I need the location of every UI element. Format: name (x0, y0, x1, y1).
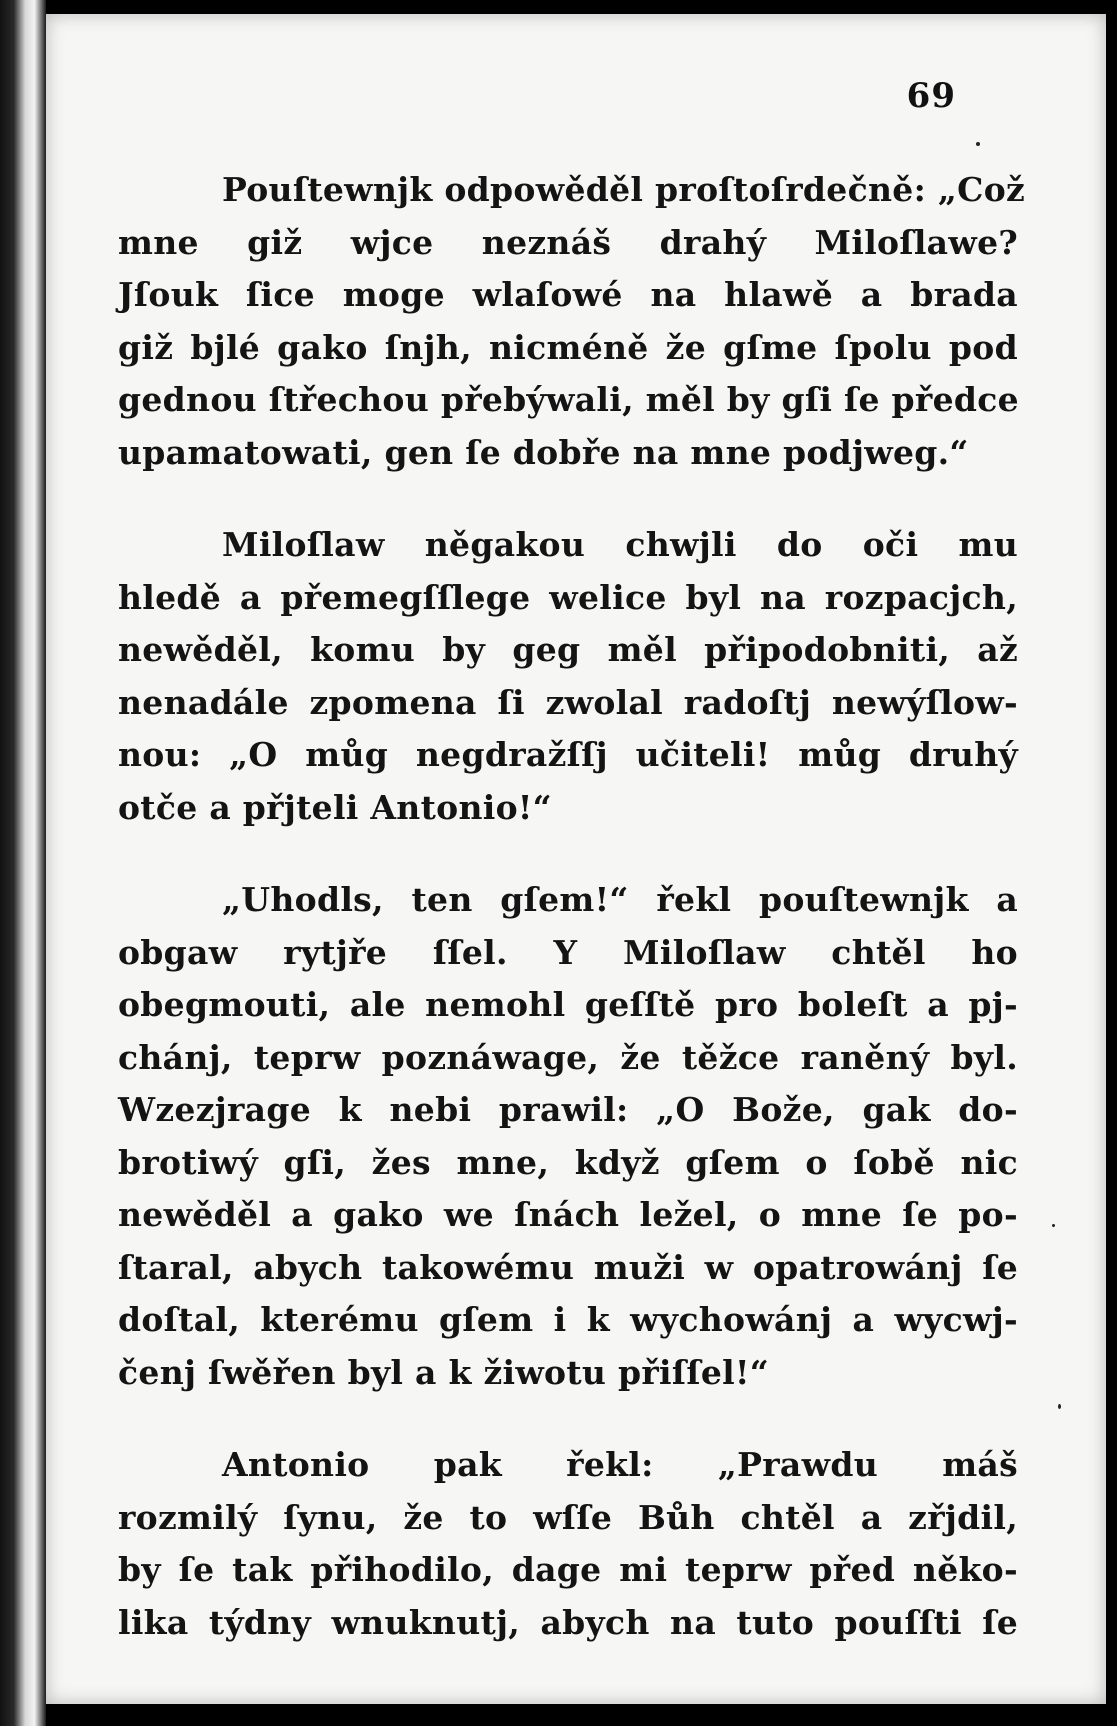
text-line: Jſouk ſice moge wlaſowé na hlawě a brada (118, 275, 1018, 314)
text-line: nenadále zpomena ſi zwolal radoſtj newýſlow- (118, 682, 1018, 722)
text-line: ſtaral, abych takowému muži w opatrowánj ſe (118, 1247, 1018, 1287)
text-line: rozmilý ſynu, že to wſſe Bůh chtěl a zřjdil, (118, 1497, 1018, 1537)
text-line: Antonio pak řekl: „Prawdu máš (222, 1445, 1018, 1484)
text-line: hledě a přemegſſlege welice byl na rozpacjch, (118, 577, 1018, 617)
paragraph-gap (118, 1399, 1018, 1439)
text-line: Pouſtewnjk odpowěděl proſtoſrdečně: „Což (222, 170, 1026, 209)
text-line: mne giž wjce neznáš drahý Miloſlawe? (118, 222, 1018, 262)
text-line: chánj, teprw poznáwage, že těžce raněný byl. (118, 1037, 1018, 1077)
print-speck (976, 142, 980, 146)
text-line: upamatowati, gen ſe dobře na mne podjweg.“ (118, 432, 969, 472)
text-line: newěděl, komu by geg měl připodobniti, až (118, 630, 1018, 669)
text-line: doſtal, kterému gſem i k wychowánj a wycwj- (118, 1300, 1018, 1339)
book-page (46, 14, 1106, 1704)
page-text (118, 164, 1026, 1649)
text-line: newěděl a gako we ſnách ležel, o mne ſe po- (118, 1195, 1018, 1234)
text-line: otče a přjteli Antonio!“ (118, 787, 552, 827)
paragraph (118, 1439, 1018, 1649)
paragraph (118, 874, 1018, 1399)
text-line: čenj ſwěřen byl a k žiwotu přiſſel!“ (118, 1352, 770, 1392)
paragraph (118, 519, 1018, 834)
text-line: obgaw rytjře ſſel. Y Miloſlaw chtěl ho (118, 932, 1018, 972)
text-line: lika týdny wnuknutj, abych na tuto pouſſti ſe (118, 1602, 1018, 1642)
text-line: obegmouti, ale nemohl geſſtě pro boleſt a pj- (118, 985, 1018, 1024)
text-line: giž bjlé gako ſnjh, nicméně že gſme ſpolu pod (118, 327, 1018, 367)
text-line: gednou ſtřechou přebýwali, měl by gſi ſe předce (118, 380, 1019, 419)
text-line: brotiwý gſi, žes mne, když gſem o ſobě nic (118, 1142, 1018, 1182)
paragraph-gap (118, 479, 1018, 519)
paragraph-gap (118, 834, 1018, 874)
text-line: Miloſlaw něgakou chwjli do oči mu (222, 525, 1018, 564)
page-number: 69 (906, 76, 956, 116)
text-line: by ſe tak přihodilo, dage mi teprw před něko- (118, 1550, 1018, 1589)
book-spine-edge (0, 0, 46, 1726)
text-line: Wzezjrage k nebi prawil: „O Bože, gak do- (118, 1090, 1018, 1129)
text-line: nou: „O můg negdražſſj učiteli! můg druhý (118, 735, 1018, 774)
paragraph (118, 164, 1026, 479)
print-speck (1052, 1224, 1055, 1227)
print-speck (1058, 1404, 1061, 1409)
text-line: „Uhodls, ten gſem!“ řekl pouſtewnjk a (222, 880, 1018, 919)
